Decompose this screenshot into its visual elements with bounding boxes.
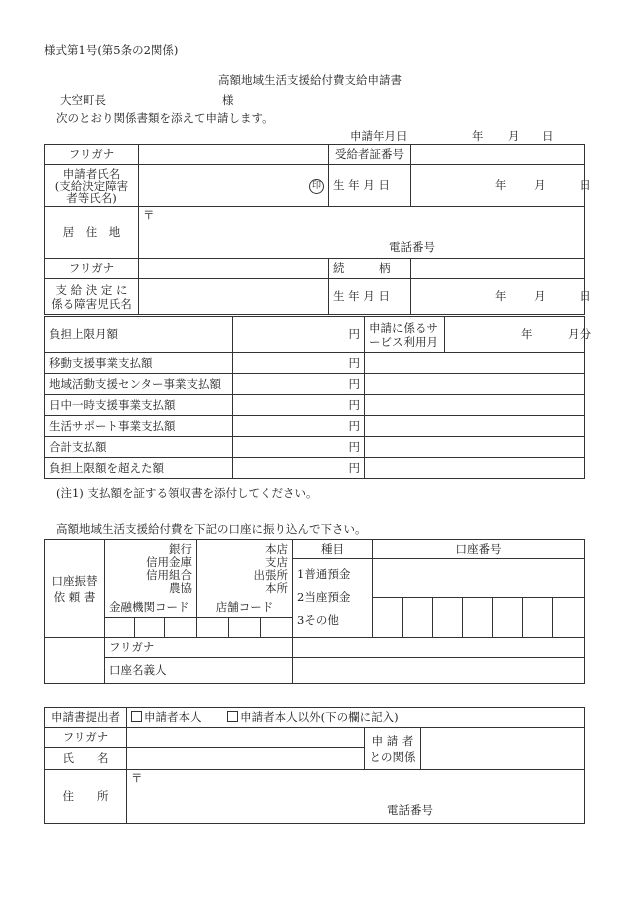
birth2-year: 年 xyxy=(495,289,507,303)
birth-year: 年 xyxy=(495,178,507,192)
row-blank xyxy=(365,416,585,437)
furigana-label: フリガナ xyxy=(45,145,139,165)
recipient-cert-label: 受給者証番号 xyxy=(329,145,411,165)
row-input[interactable]: 円 xyxy=(233,353,365,374)
inst-code-label: 金融機関コード xyxy=(105,598,197,618)
row-label: 負担上限額を超えた額 xyxy=(45,458,233,479)
opt-other-checkbox[interactable]: 申請者本人以外(下の欄に記入) xyxy=(227,710,398,724)
birth-input-2[interactable] xyxy=(411,279,591,315)
birth2-day: 日 xyxy=(579,289,591,303)
honorific: 様 xyxy=(222,93,234,107)
phone-label: 電話番号 xyxy=(389,240,435,254)
sub-postal-mark: 〒 xyxy=(131,771,143,785)
kind-option[interactable]: 2当座預金 xyxy=(297,590,351,604)
submitter-label: 申請書提出者 xyxy=(45,708,127,728)
holder-furigana-input[interactable] xyxy=(293,638,585,658)
date-label: 申請年月日 xyxy=(350,129,408,143)
sub-address-label: 住 所 xyxy=(45,770,127,824)
row-input[interactable]: 円 xyxy=(233,437,365,458)
branch-code-digit[interactable] xyxy=(261,618,293,638)
inst-code-digit[interactable] xyxy=(135,618,165,638)
service-month-input[interactable]: 年 月分 xyxy=(445,317,585,353)
account-no-label: 口座番号 xyxy=(373,540,585,598)
sub-furigana-input[interactable] xyxy=(127,728,365,748)
relation-to-applicant-label: 申 請 者 との関係 xyxy=(365,728,421,770)
kind-option[interactable]: 1普通預金 xyxy=(297,567,351,581)
bank-label: 口座振替 依 頼 書 xyxy=(45,540,105,638)
birth-month: 月 xyxy=(534,178,546,192)
sub-name-input[interactable] xyxy=(127,748,365,770)
branch-code-digit[interactable] xyxy=(229,618,261,638)
row-input[interactable]: 円 xyxy=(233,458,365,479)
addressee: 大空町長 xyxy=(60,93,106,107)
address-input[interactable] xyxy=(139,207,585,259)
holder-label: 口座名義人 xyxy=(105,658,293,684)
applicant-table xyxy=(44,144,591,315)
sub-phone-label: 電話番号 xyxy=(387,803,433,817)
kind-option[interactable]: 3その他 xyxy=(297,613,339,627)
row-label: 日中一時支援事業支払額 xyxy=(45,395,233,416)
holder-furigana-label: フリガナ xyxy=(105,638,293,658)
row-blank xyxy=(365,374,585,395)
child-name-input[interactable] xyxy=(139,279,329,315)
bank-blank xyxy=(45,658,105,684)
row-label: 地域活動支援センター事業支払額 xyxy=(45,374,233,395)
opt-self-checkbox[interactable]: 申請者本人 xyxy=(131,710,202,724)
birth-label-2: 生 年 月 日 xyxy=(329,279,411,315)
relation-input[interactable] xyxy=(411,259,585,279)
acct-digit[interactable] xyxy=(523,598,553,638)
inst-code-digit[interactable] xyxy=(165,618,197,638)
date-month: 月 xyxy=(508,129,520,143)
bank-table xyxy=(44,539,585,684)
sub-address-input[interactable] xyxy=(127,770,585,824)
holder-input[interactable] xyxy=(293,658,585,684)
furigana-input-2[interactable] xyxy=(139,259,329,279)
address-label: 居 住 地 xyxy=(45,207,139,259)
note: (注1) 支払額を証する領収書を添付してください。 xyxy=(56,486,318,500)
furigana-label-2: フリガナ xyxy=(45,259,139,279)
row-blank xyxy=(365,353,585,374)
row-blank xyxy=(365,458,585,479)
postal-mark: 〒 xyxy=(143,208,155,222)
birth-input[interactable] xyxy=(411,165,591,207)
applicant-name-input[interactable] xyxy=(139,165,329,207)
bank-blank xyxy=(45,638,105,658)
acct-digit[interactable] xyxy=(373,598,403,638)
branch-code-digit[interactable] xyxy=(197,618,229,638)
acct-digit[interactable] xyxy=(463,598,493,638)
submitter-table xyxy=(44,707,585,824)
birth2-month: 月 xyxy=(534,289,546,303)
row-blank xyxy=(365,437,585,458)
service-month-label: 申請に係るサ ービス利用月 xyxy=(365,317,445,353)
row-label: 合計支払額 xyxy=(45,437,233,458)
relation-label: 続 柄 xyxy=(329,259,411,279)
branch-code-label: 店舗コード xyxy=(197,598,293,618)
row-input[interactable]: 円 xyxy=(233,374,365,395)
birth-day: 日 xyxy=(579,178,591,192)
furigana-input[interactable] xyxy=(139,145,329,165)
row-input[interactable]: 円 xyxy=(233,416,365,437)
acct-digit[interactable] xyxy=(553,598,585,638)
page-title: 高額地域生活支援給付費支給申請書 xyxy=(218,73,402,87)
submitter-options xyxy=(127,708,585,728)
sub-furigana-label: フリガナ xyxy=(45,728,127,748)
relation-to-applicant-input[interactable] xyxy=(421,728,585,770)
acct-digit[interactable] xyxy=(493,598,523,638)
date-year: 年 xyxy=(472,129,484,143)
applicant-name-label: 申請者氏名 (支給決定障害 者等氏名) xyxy=(45,165,139,207)
seal-icon: 印 xyxy=(309,179,324,194)
branch-types: 本店 支店 出張所 本所 xyxy=(197,540,293,598)
row-label: 生活サポート事業支払額 xyxy=(45,416,233,437)
row-label: 移動支援事業支払額 xyxy=(45,353,233,374)
form-number: 様式第1号(第5条の2関係) xyxy=(44,43,179,57)
child-name-label: 支 給 決 定 に 係る障害児氏名 xyxy=(45,279,139,315)
bank-intro: 高額地域生活支援給付費を下記の口座に振り込んで下さい。 xyxy=(56,522,367,536)
inst-code-digit[interactable] xyxy=(105,618,135,638)
recipient-cert-input[interactable] xyxy=(411,145,585,165)
row-blank xyxy=(365,395,585,416)
amounts-table xyxy=(44,316,592,479)
acct-digit[interactable] xyxy=(403,598,433,638)
row-input[interactable]: 円 xyxy=(233,395,365,416)
kind-label: 種目 xyxy=(293,540,372,559)
inst-types: 銀行 信用金庫 信用組合 農協 xyxy=(105,540,197,598)
limit-label: 負担上限月額 xyxy=(45,317,233,353)
date-day: 日 xyxy=(542,129,554,143)
birth-label: 生 年 月 日 xyxy=(329,165,411,207)
limit-input[interactable]: 円 xyxy=(233,317,365,353)
kind-cell[interactable] xyxy=(293,540,373,638)
intro-text: 次のとおり関係書類を添えて申請します。 xyxy=(56,111,274,125)
acct-digit[interactable] xyxy=(433,598,463,638)
sub-name-label: 氏 名 xyxy=(45,748,127,770)
